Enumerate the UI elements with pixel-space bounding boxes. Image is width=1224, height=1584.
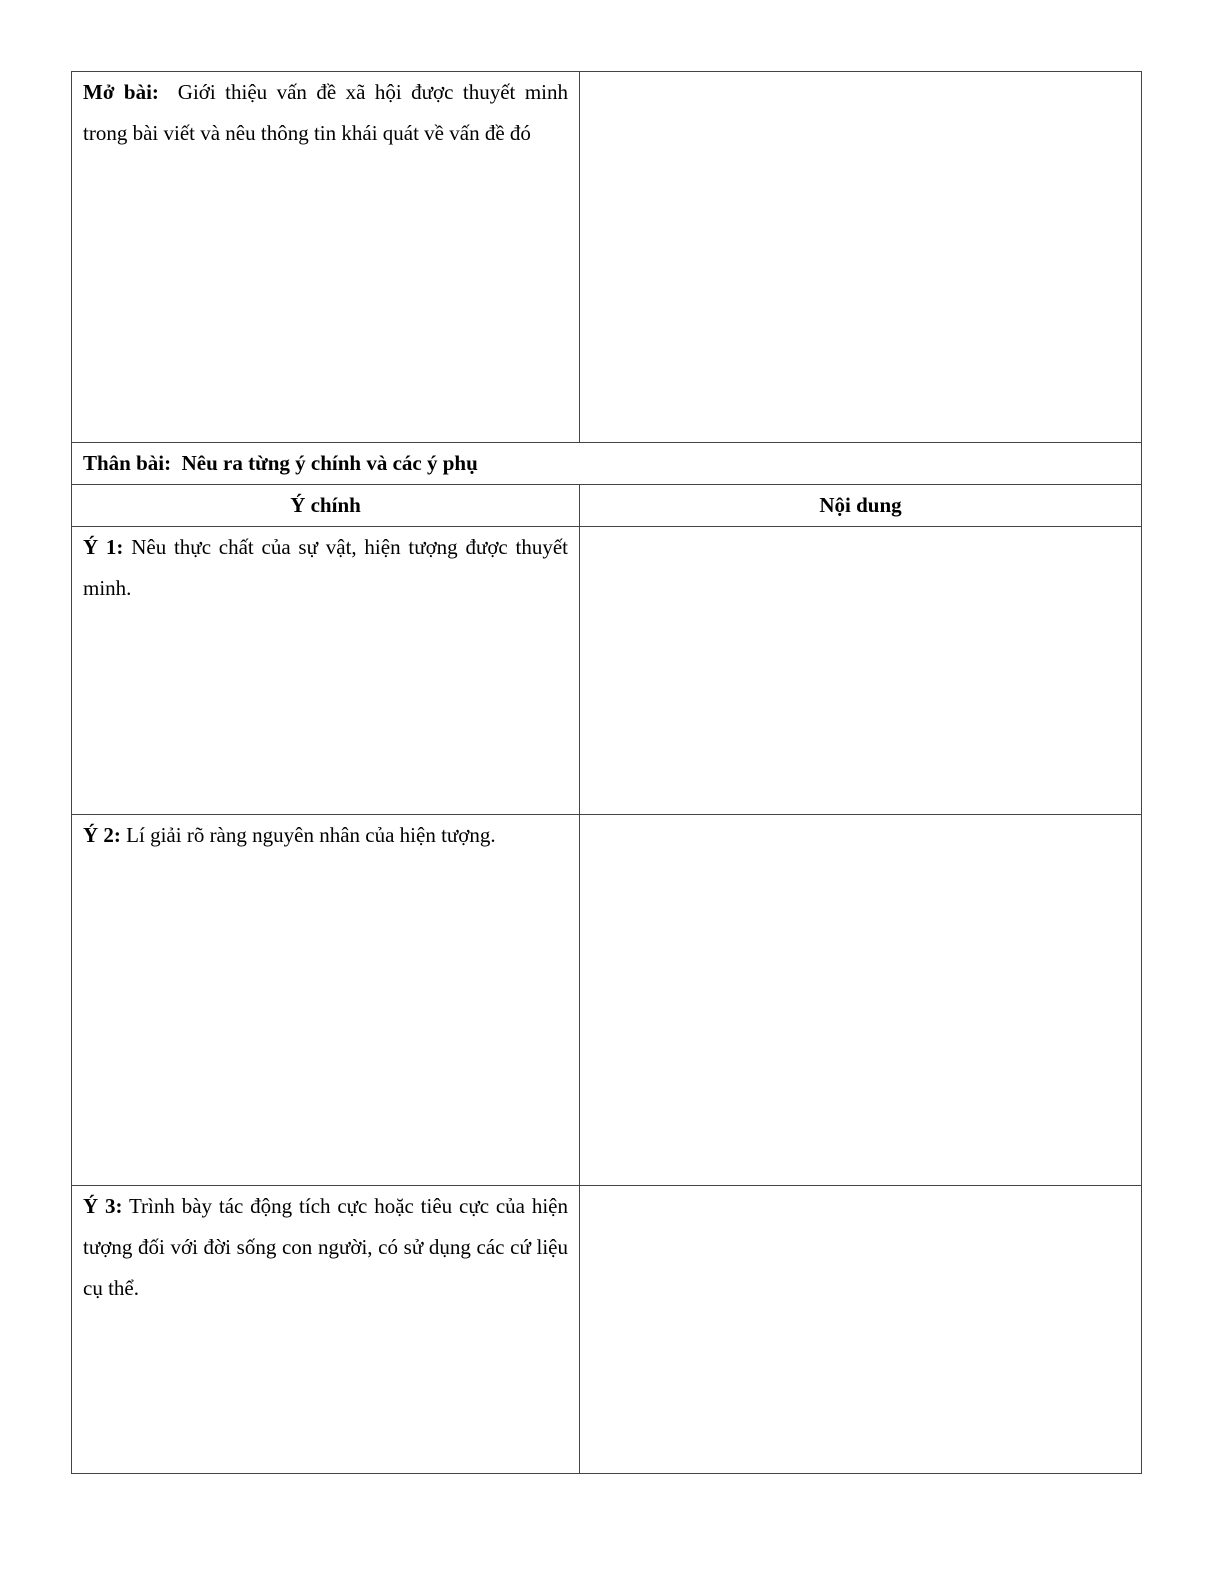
idea-2-label: Ý 2: — [83, 823, 121, 847]
mo-bai-answer-cell[interactable] — [580, 72, 1142, 443]
mo-bai-label: Mở bài: — [83, 80, 159, 104]
idea-1-prompt-cell — [72, 527, 580, 815]
table-header-row — [72, 485, 1142, 527]
idea-2-answer-cell[interactable] — [580, 815, 1142, 1186]
idea-3-answer-cell[interactable] — [580, 1186, 1142, 1474]
column-header-content: Nội dung — [580, 485, 1142, 527]
column-header-main-idea: Ý chính — [72, 485, 580, 527]
idea-1-text: Nêu thực chất của sự vật, hiện tượng được thuyết minh. — [83, 535, 569, 600]
table-row-mo-bai — [72, 72, 1142, 443]
idea-2-text: Lí giải rõ ràng nguyên nhân của hiện tượng. — [126, 823, 496, 847]
table-row-idea-2 — [72, 815, 1142, 1186]
essay-outline-table — [71, 71, 1142, 1474]
table-row-than-bai — [72, 443, 1142, 485]
table-row-idea-1 — [72, 527, 1142, 815]
idea-1-answer-cell[interactable] — [580, 527, 1142, 815]
idea-2-prompt-cell — [72, 815, 580, 1186]
than-bai-heading-cell — [72, 443, 1142, 485]
idea-3-text: Trình bày tác động tích cực hoặc tiêu cực của hiện tượng đối với đời sống con người, có sử dụng các cứ liệu cụ thể. — [83, 1194, 568, 1300]
idea-3-label: Ý 3: — [83, 1194, 123, 1218]
idea-3-prompt-cell — [72, 1186, 580, 1474]
document-page — [71, 71, 1141, 1474]
mo-bai-text: Giới thiệu vấn đề xã hội được thuyết minh trong bài viết và nêu thông tin khái quát về vấn đề đó — [83, 80, 569, 145]
idea-1-label: Ý 1: — [83, 535, 124, 559]
mo-bai-prompt-cell — [72, 72, 580, 443]
than-bai-heading: Thân bài: Nêu ra từng ý chính và các ý phụ — [83, 451, 478, 475]
table-row-idea-3 — [72, 1186, 1142, 1474]
